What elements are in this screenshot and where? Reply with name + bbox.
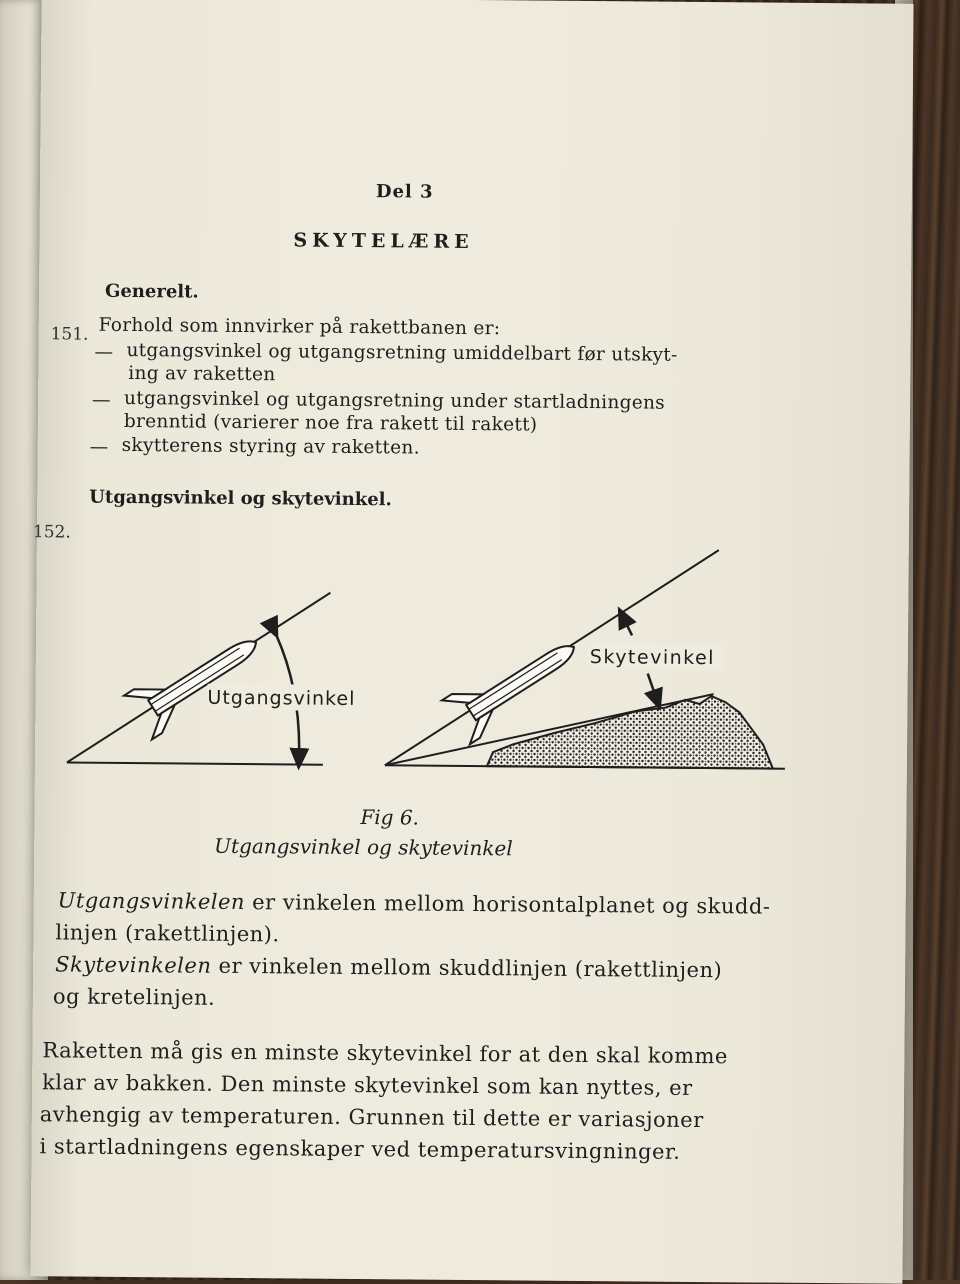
paragraph-number-152: 152.	[32, 522, 71, 543]
rocket-icon	[124, 620, 270, 739]
section-label: Del 3	[375, 181, 434, 203]
figure-6-diagram	[35, 526, 837, 793]
list-item-line: utgangsvinkel og utgangsretning umiddelbart før utskyt-	[126, 339, 678, 366]
definition-line: og kretelinjen.	[52, 984, 216, 1010]
definition-term: Skytevinkelen	[55, 952, 212, 978]
list-dash: —	[94, 341, 114, 363]
figure-number: Fig 6.	[360, 805, 420, 830]
paragraph-number-151: 151.	[50, 324, 89, 345]
page-title: SKYTELÆRE	[293, 229, 474, 253]
list-item-line: ing av raketten	[128, 362, 276, 386]
definition-line: Skytevinkelen er vinkelen mellom skuddlinjen (rakettlinjen)	[55, 952, 723, 983]
definition-line: Utgangsvinkelen er vinkelen mellom horisontalplanet og skudd-	[57, 888, 771, 919]
list-item-line: skytterens styring av raketten.	[121, 434, 420, 459]
paragraph-line: avhengig av temperaturen. Grunnen til dette er variasjoner	[39, 1102, 704, 1133]
paragraph-line: Raketten må gis en minste skytevinkel for at den skal komme	[42, 1038, 729, 1069]
label-skytevinkel: Skytevinkel	[589, 646, 716, 670]
label-utgangsvinkel: Utgangsvinkel	[207, 686, 356, 710]
terrain-hill	[487, 694, 774, 768]
list-dash: —	[91, 389, 111, 411]
paragraph-line: klar av bakken. Den minste skytevinkel som kan nyttes, er	[42, 1070, 693, 1100]
list-item-line: brenntid (varierer noe fra rakett til rakett)	[123, 410, 538, 436]
list-dash: —	[89, 436, 109, 458]
list-item-line: utgangsvinkel og utgangsretning under startladningens	[124, 387, 666, 414]
list-intro: Forhold som innvirker på rakettbanen er:	[98, 314, 501, 340]
right-diagram	[385, 547, 787, 768]
angle-arrow-top	[622, 615, 632, 635]
figure-caption: Utgangsvinkel og skytevinkel	[214, 833, 513, 861]
angle-arrow-bottom	[647, 674, 657, 702]
definition-term: Utgangsvinkelen	[57, 888, 246, 915]
subheading-152: Utgangsvinkel og skytevinkel.	[89, 486, 392, 511]
definition-line: linjen (rakettlinjen).	[55, 920, 280, 947]
subheading-generelt: Generelt.	[104, 280, 199, 303]
paragraph-line: i startladningens egenskaper ved temperatursvingninger.	[39, 1134, 681, 1164]
left-diagram	[67, 590, 376, 765]
horizontal-line	[67, 762, 323, 764]
book-page	[30, 0, 913, 1284]
